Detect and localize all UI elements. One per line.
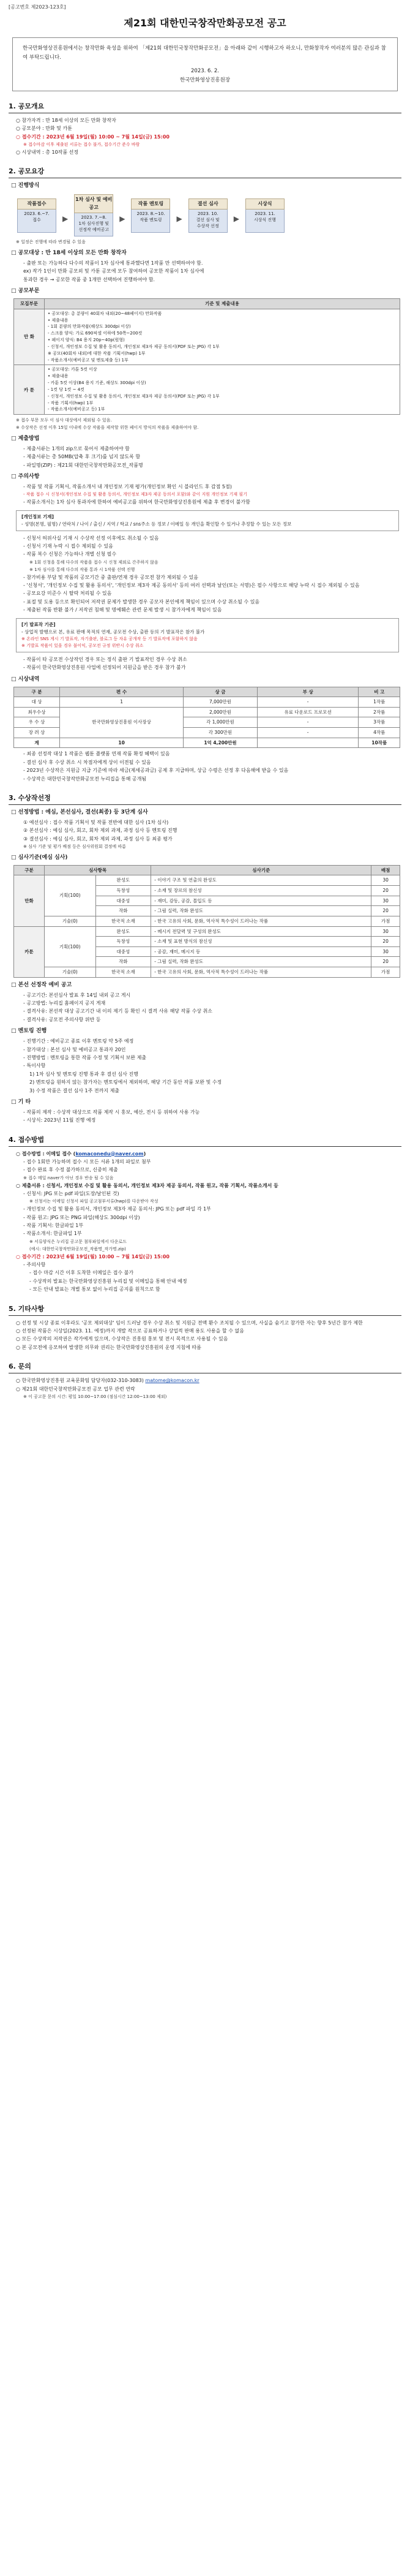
personal-info-box [16,510,399,531]
period-line: - 모든 안내 발표는 개별 통보 없이 누리집 공지를 원칙으로 함 [29,1286,160,1293]
flow-step [188,198,228,233]
table-cell: - [257,697,359,708]
table-cell: 1 [60,697,184,708]
section-submission-title: 4. 접수방법 [9,1135,401,1147]
overview-period-note: ※ 접수마감 이후 제출된 서류는 접수 불가, 접수기간 준수 바람 [23,142,140,148]
submit-line: - 제출서류는 1개의 zip으로 묶어서 제출하여야 함 [23,445,130,451]
mentor-line: - 참가대상 : 본선 심사 및 예비공고 통과자 20인 [23,1046,126,1052]
req-type: 만 화 [14,309,45,365]
table-cell: - [257,728,359,738]
mentor-line: - 진행방법 : 멘토링을 통한 작품 수정 및 기획서 보완 제출 [23,1054,147,1060]
section-selection-title: 3. 수상작선정 [9,793,401,805]
submit-title: □ 제출방법 [11,436,40,442]
requirements-note: ※ 수상작은 선정 이후 15일 이내에 수상 작품을 제작할 위한 페이지 방식의 작품을 제출하여야 함. [16,425,199,431]
etc-item: ○ 선정된 작품은 시상일(2023. 11. 예정)까지 개발 작으로 공표하거나 상업적 판매 용도 사용을 할 수 없음 [16,1328,244,1334]
flow-title: □ 진행방식 [11,183,40,189]
method-line: ① 예선심사 : 접수 작품 기획서 및 작품 전반에 대한 심사 (1차 심사) [23,819,169,825]
req-line: • 페이지 양식: B4 용지 20p~40p(원형) [48,338,125,343]
req-line: - 작품 기획서(hwp) 1부 [48,400,94,406]
table-cell: 30 [371,875,400,886]
arrow-right-icon: ▶ [233,214,239,224]
table-cell: 4작품 [359,728,400,738]
criteria-title: □ 심사기준(예심 심사) [11,854,68,861]
mentor-line: 1) 1차 심사 및 멘토링 진행 통과 후 결선 심사 진행 [29,1071,138,1077]
flow-step-body: 2023. 11. 시상식 진행 [245,210,285,233]
req-line: - 작품소개서(예비공고 등) 1부 [48,407,105,412]
contact-email-link[interactable]: matome@komacon.kr [145,1378,199,1384]
box-line: ※ 온라인 SNS 게시 기 발표작, 자기출판, 블로그 등 자유 공개작 등 기 발표작에 포함하지 않음 [21,636,198,641]
table-cell: 독창성 [95,886,151,896]
published-work-box [16,618,399,652]
arrow-right-icon: ▶ [62,214,69,224]
table-cell: - 한국 고유의 사회, 문화, 역사적 특수성이 드러나는 작품 [151,967,371,978]
contact-line: ○ 제21회 대한민국창작만화공모전 공모 업무 관련 연락 [16,1386,135,1392]
table-cell [257,738,359,748]
caution-line: - 참가비용 부담 및 작품의 공모기간 중 출판/연재 경우 공모전 참가 제외될 수 있음 [23,574,198,580]
flow-step [245,198,285,233]
docs-line: ※ 신청서는 이메일 신청서 파일 공고첨부서류(hwp)를 다운받아 작성 [29,1199,158,1204]
flow-step-head: 결선 심사 [188,198,228,210]
flow-step [17,198,56,233]
req-line: - 1컷 당 1컷 ~ 4컷 [48,387,84,392]
table-row [14,697,400,708]
table-cell: 3작품 [359,717,400,728]
req-content [45,309,400,365]
awards-table [13,687,400,749]
field-line: ex) 작가 1인이 만화 공모외 및 카툰 공모에 모두 참여하여 공모한 작품이 1차 심사에 [23,268,204,274]
contact-text: ○ 한국만화영상진흥원 교육문화팀 담당자(032-310-3083) [16,1378,144,1384]
caution-line: ※ 1회 신청을 통해 다수의 작품을 접수 시 신청 제외로 간주하지 않음 [29,559,158,565]
page-title: 제21회 대한민국창작만화공모전 공고 [124,17,286,29]
table-cell: 30 [371,946,400,957]
intro-box [12,37,398,91]
table-cell: - 한국 고유의 사회, 문화, 역사적 특수성이 드러나는 작품 [151,916,371,926]
table-cell: 우 수 상 [14,717,60,728]
method-line: ③ 결선심사 : 예심 심사, 회고, 회차 제외 과제, 과정 심사 등 최종 평가 [23,836,173,842]
table-cell: 가점 [371,967,400,978]
docs-line: - 작품소개서: 한글파일 1부 [23,1231,82,1237]
box-line: - 상업적 발행으로 본, 유료 판매 목적의 연재, 공모전 수상, 출판 등의 기 발표작은 참가 불가 [21,629,205,635]
criteria-table [13,865,400,978]
result-line: - 결격사유: 공모전 주의사항 위반 등 [23,1016,101,1022]
table-cell: - 메시지 전달력 및 구성의 완성도 [151,926,371,937]
arrow-right-icon: ▶ [119,214,125,224]
intro-text: 한국만화영상진흥원에서는 창작만화 육성을 위하여 「제21회 대한민국창작만화공모전」을 아래와 같이 시행하고자 하오니, 만화창작자 여러분의 많은 관심과 참여 부탁드립니다. [23,45,386,61]
table-cell: 한국적 소재 [95,967,151,978]
table-cell: 30 [371,926,400,937]
flow-step-head: 시상식 [245,198,285,210]
etc-item: ○ 본 공모전에 응모하여 발생한 의무와 권리는 한국만화영상진흥원의 운영 지침에 따름 [16,1344,201,1350]
req-line: - 스크롤 양식: 가로 690픽셀 이하에 50쪽~200컷 [48,331,143,336]
table-cell: - 그림 실력, 작화 완성도 [151,957,371,967]
section-guide-title: 2. 공모요강 [9,166,401,178]
table-cell: 최우수상 [14,707,60,717]
table-cell: 한국만화영상진흥원 이사장상 [60,707,184,738]
table-row [14,916,400,926]
table-cell: 1억 4,200만원 [184,738,258,748]
awards-title: □ 시상내역 [11,676,40,682]
overview-item: ○ 참가자격 : 만 18세 이상의 모든 만화 창작자 [16,117,116,123]
flow-step-body: 2023. 10. 결선 심사 및 수상작 선정 [188,210,228,233]
requirements-note: ※ 접수 부문 모두 이 심사 대상에서 제외될 수 있음. [16,418,112,423]
awards-note: - 수상작은 대한민국창작만화공모전 누리집을 통해 공개됨 [23,776,147,782]
requirements-title: □ 공모부문 [11,288,40,295]
table-row [14,309,400,365]
overview-item: ○ 공모분야 : 만화 및 카툰 [16,126,72,132]
table-row [14,926,400,937]
table-header: 부 상 [257,687,359,697]
table-header: 편 수 [60,687,184,697]
table-header: 심사기준 [151,865,371,875]
etc-title: □ 기 타 [11,1098,31,1105]
table-cell: - [257,717,359,728]
req-line: ※ 공모(40회차 내외)에 대한 작품 기획서(hwp) 1부 [48,350,146,356]
table-header: 비 고 [359,687,400,697]
table-cell: - 소재 및 장르의 참신성 [151,886,371,896]
caution-line: - 작품 접수 시 신청서(개인정보 수집 및 활용 동의서, 개인정보 제3자 제공 동의서 포함)와 같이 지원 개인정보 기재 필기 [23,492,247,497]
req-line: • 공모대상: 총 분량이 40회차 내외(20~48페이지) 만화작품 [48,311,162,316]
table-cell: 기술(0) [45,967,96,978]
caution-line: - 신청서 허위사실 기재 시 수상작 선정 이후에도 취소될 수 있음 [23,535,159,541]
req-line: - 신청서, 개인정보 수집 및 활용 동의서, 개인정보 제3자 제공 동의서(PDF 또는 JPG) 각 1부 [48,393,220,399]
table-cell: - 공감, 재미, 메시지 등 [151,946,371,957]
flow-step-body: 2023. 6.~7. 접수 [17,210,56,233]
flow-step-head: 작품 멘토링 [131,198,170,210]
flow-step-body: 2023. 8.~10. 작품 멘토링 [131,210,170,233]
etc-item: ○ 모든 수상작의 저작권은 작가에게 있으며, 수상작은 진흥원 홍보 및 전시 목적으로 사용될 수 있음 [16,1336,228,1342]
table-header: 배점 [371,865,400,875]
table-cell: 완성도 [95,926,151,937]
table-cell: 한국적 소재 [95,916,151,926]
intro-date: 2023. 6. 2. [191,68,219,75]
caution-line: - 작품이 한국만화영상진흥원 사업에 선정되어 지원금을 받은 경우 참가 불가 [23,665,186,671]
table-cell: 대 상 [14,697,60,708]
table-cell: 30 [371,896,400,906]
table-row [14,875,400,886]
table-row [14,738,400,748]
docs-line: - 신청서: JPG 또는 pdf 파일(도장/날인된 것) [23,1191,119,1197]
caution-line: - '신청서', '개인정보 수집 및 활용 동의서', '개인정보 제3자 제공 동의서' 등의 여러 선택과 날인(또는 서명)은 필수 사항으로 해당 누락 시 접수 제외될 수 있음 [23,582,360,588]
caution-line: - 표절 및 도용 등으로 확인되어 저작권 문제가 발생한 경우 공모자 본인에게 책임이 있으며 수상 취소될 수 있음 [23,599,260,605]
contact-footnote: ※ 이 공고문 문의 시간: 평일 10:00~17:00 (점심시간 12:00~13:00 제외) [23,1394,167,1399]
caution-line: - 제출된 작품 반환 불가 / 저작권 침해 및 명예훼손 관련 문제 발생 시 참가자에게 책임이 있음 [23,607,222,613]
table-cell: 완성도 [95,875,151,886]
flow-step [131,198,170,233]
result-line: - 결격사유: 본선작 대상 공고기간 내 이의 제기 등 확인 시 결격 사유 해당 작품 수상 취소 [23,1008,213,1014]
etc-line: - 작품의 제작 : 수상작 대상으로 작품 제작 시 홍보, 예산, 전시 등 위하여 사용 가능 [23,1109,200,1115]
table-cell: 독창성 [95,937,151,947]
table-cell: 유료 다운로드 프로모션 [257,707,359,717]
submission-method-label: ○ 접수방법 : 이메일 접수 [16,1150,72,1157]
req-line: • 제출내용 [48,374,69,379]
table-header: 구분 [14,865,45,875]
result-line: - 공고기간: 본선심사 발표 후 14일 내외 공고 게시 [23,992,131,998]
caution-line: - 작품이 타 공모전 수상작인 경우 또는 정식 출판 기 발표작인 경우 수상 취소 [23,656,187,662]
req-line: • 제출내용 [48,317,69,323]
table-cell: 장 려 상 [14,728,60,738]
awards-note: - 결선 심사 후 수상 취소 시 차점자에게 상이 이전될 수 있음 [23,759,151,765]
req-line: - 작품소개서(예비공고 및 멘토제출 등) 1부 [48,357,129,363]
notice-number: [공고번호 제2023-123호] [9,4,66,10]
table-cell: 카툰 [14,926,45,977]
etc-line: - 시상식: 2023년 11월 진행 예정 [23,1117,96,1124]
req-line: - 카툰 5컷 이상(B4 용지 기준, 해상도 300dpi 이상) [48,380,146,386]
awards-note: - 최종 선정작 대상 1 작품은 웹툰 플랫폼 연재 작품 확정 혜택이 있음 [23,751,170,757]
mentor-line: - 진행기간 : 예비공고 종료 이후 멘토링 약 5주 예정 [23,1038,134,1044]
etc-item: ○ 선정 및 시상 종료 이후라도 '공모 제외대상' 임이 드러날 경우 수상 취소 및 지원금 전액 환수 조치될 수 있으며, 사실을 숨기고 참가한 자는 향후 5년간 참가 제한 [16,1320,363,1326]
table-cell: 작화 [95,906,151,916]
table-cell: 가점 [371,916,400,926]
table-cell: 10작품 [359,738,400,748]
caution-title: □ 주의사항 [11,474,40,480]
section-etc-title: 5. 기타사항 [9,1304,401,1316]
field-line: - 출판 또는 가능하다 다수의 작품이 1차 심사에 통과했다면 1작품 만 선택하여야 함. [23,260,203,266]
req-type: 카 툰 [14,365,45,415]
submission-email-link[interactable]: komaconedu@naver.com [75,1150,144,1157]
table-cell: 2작품 [359,707,400,717]
method-line: ② 본선심사 : 예심 심사, 회고, 회차 제외 과제, 과정 심사 등 멘토링 진행 [23,828,177,834]
intro-org: 한국만화영상진흥원장 [179,77,231,83]
submit-line: - 제출서류는 총 50MB(압축 후 크기)를 넘지 않도록 함 [23,454,141,460]
req-line: - 1회 분량의 만화작품(해상도 300dpi 이상) [48,324,131,330]
table-cell: 1작품 [359,697,400,708]
flow-note: ※ 일정은 진행에 따라 변경될 수 있음 [16,240,86,245]
docs-line: - 개인정보 수집 및 활용 동의서, 개인정보 제3자 제공 동의서: JPG 또는 pdf 파일 각 1부 [23,1206,211,1212]
table-cell: - 그림 실력, 작화 완성도 [151,906,371,916]
table-header: 기준 및 제출내용 [45,299,400,309]
submission-line: - 접수 1회만 가능하며 접수 시 모든 서류 1개의 파일로 첨부 [23,1159,151,1165]
table-header: 심사항목 [45,865,151,875]
box-title: [기 발표작 기준] [21,621,56,627]
submission-line: - 접수 완료 후 수정 불가하므로, 신중히 제출 [23,1167,118,1173]
caution-line: - 공모요강 미준수 시 탈락 처리될 수 있음 [23,591,112,597]
flow-step-body: 2023. 7.~8. 1차 심사진행 및 선정작 예비공고 [74,213,113,236]
docs-line: - 작품 원고: JPG 또는 PNG 파일(해상도 300dpi 이상) [23,1214,140,1220]
table-cell: 20 [371,906,400,916]
table-cell: 2,000만원 [184,707,258,717]
flow-diagram [17,194,401,236]
section-overview-title: 1. 공모개요 [9,101,401,113]
field-title: □ 공모대상 : 만 18세 이상의 모든 만화 창작자 [11,250,127,256]
table-row [14,707,400,717]
submission-period: ○ 접수기간 : 2023년 6월 19일(월) 10:00 ~ 7월 14일(금) 15:00 [16,1253,170,1260]
docs-title: ○ 제출서류 : 신청서, 개인정보 수집 및 활용 동의서, 개인정보 제3자 제공 동의서, 작품 원고, 작품 기획서, 작품소개서 등 [16,1182,278,1188]
docs-line: (예시: 대한민국창작만화공모전_작품명_작가명.zip) [29,1246,126,1252]
table-cell: 7,000만원 [184,697,258,708]
submission-line: ※ 접수 메일 naver가 아닌 경우 반송 될 수 있음 [23,1175,114,1180]
table-cell: 20 [371,886,400,896]
req-content [45,365,400,415]
section-contact-title: 6. 문의 [9,1361,401,1373]
mentor-line: - 특이사항 [23,1063,46,1069]
docs-line: ※ 서류양식은 누리집 공고문 첨부파일에서 다운로드 [29,1239,127,1244]
caution-line: - 작품 복수 신청은 가능하나 개별 신청 필수 [23,551,117,557]
caution-line: - 신청서 기재 누락 시 접수 제외될 수 있음 [23,543,113,550]
table-cell: 만화 [14,875,45,926]
method-title: □ 선정방법 : 예심, 본선심사, 결선(최종) 등 3단계 심사 [11,809,148,815]
table-cell: 작화 [95,957,151,967]
table-row [14,967,400,978]
submit-line: - 파일명(ZIP) : 제21회 대한민국창작만화공모전_작품명 [23,462,143,468]
period-line: - 주의사항 [23,1261,46,1267]
table-header: 상 금 [184,687,258,697]
flow-step-head: 작품접수 [17,198,56,210]
table-cell: 20 [371,937,400,947]
arrow-right-icon: ▶ [176,214,182,224]
flow-step [74,194,113,236]
req-line: • 공모대상: 카툰 5컷 이상 [48,367,97,372]
table-cell: 20 [371,957,400,967]
table-cell: 기획(100) [45,875,96,916]
req-line: - 신청서, 개인정보 수집 및 활용 동의서, 개인정보 제3자 제공 동의서(PDF 또는 JPG) 각 1부 [48,344,220,349]
mentor-line: 2) 멘토링을 원하지 않는 참가자는 멘토링에서 제외하며, 해당 기간 동안 작품 보완 및 수정 [29,1079,222,1086]
box-title: [개인정보 기재] [21,513,54,519]
mentor-line: 3) 수정 작품은 결선 심사 1주 전까지 제출 [29,1087,120,1093]
table-cell: 계 [14,738,60,748]
table-cell: - 이야기 구조 및 연출의 완성도 [151,875,371,886]
result-line: - 공고방법: 누리집 홈페이지 공지 게재 [23,1000,106,1007]
field-line: 통과한 경우 → 공모한 작품 중 1개만 선택하여 진행하여야 함. [23,276,155,282]
table-cell: 대중성 [95,896,151,906]
table-cell: 각 1,000만원 [184,717,258,728]
table-cell: 기술(0) [45,916,96,926]
docs-line: - 작품 기획서: 한글파일 1부 [23,1223,84,1229]
flow-step-head: 1차 심사 및 예비공고 [74,194,113,213]
table-header: 구 분 [14,687,60,697]
box-line: ※ 기발표 작품이 있을 경우 불이익, 공모전 규정 위반시 수상 취소 [21,643,144,648]
table-cell: 각 300만원 [184,728,258,738]
table-cell: - 재미, 감동, 공감, 몰입도 등 [151,896,371,906]
awards-note: - 2023년 수상작은 지원금 지급 기준에 따라 세금(제세공과금) 공제 후 지급하며, 상금 수령은 선정 후 다음해에 받을 수 있음 [23,768,289,774]
table-cell: - 소재 및 표현 방식의 참신성 [151,937,371,947]
box-text: - 성명(본명, 필명) / 연락처 / 나이 / 출신 / 지역 / 학교 / sns주소 등 정보 / 이메일 등 개인을 확인할 수 있거나 추정할 수 있는 모든 정보 [21,521,292,527]
overview-scale: ○ 시상내역 : 총 10작품 선정 [16,149,79,155]
period-line: - 수상작의 발표는 한국만화영상진흥원 누리집 및 이메일을 통해 안내 예정 [29,1278,187,1284]
caution-line: ※ 1차 심사를 통해 다수의 작품 통과 시 1작품 선택 진행 [29,567,135,572]
contact-line [16,1377,401,1384]
table-cell: 대중성 [95,946,151,957]
method-note: ※ 심사 기준 및 평가 배점 등은 심사위원회 결정에 따름 [23,844,126,850]
table-row [14,365,400,415]
requirements-table [13,298,400,415]
table-cell: 10 [60,738,184,748]
caution-line: - 작품소개서는 1차 심사 통과자에 한하여 예비공고를 위하여 한국만화영상진흥원에 제출 후 변경이 불가함 [23,499,250,505]
mentor-title: □ 멘토링 진행 [11,1028,47,1035]
submission-method: ○ 접수방법 : 이메일 접수 (komaconedu@naver.com) [16,1150,146,1157]
overview-period: ○ 접수기간 : 2023년 6월 19일(월) 10:00 ~ 7월 14일(금) 15:00 [16,134,170,140]
table-header: 모집부문 [14,299,45,309]
period-line: - 접수 마감 시간 이후 도착한 이메일은 접수 불가 [29,1270,134,1276]
table-cell: 기획(100) [45,926,96,967]
caution-line: - 작품 및 작품 기획서, 작품소개서 내 개인정보 기재 평가(개인정보 확인 시 블라인드 후 감점 5점) [23,484,232,490]
result-title: □ 본선 선정작 예비 공고 [11,981,72,988]
